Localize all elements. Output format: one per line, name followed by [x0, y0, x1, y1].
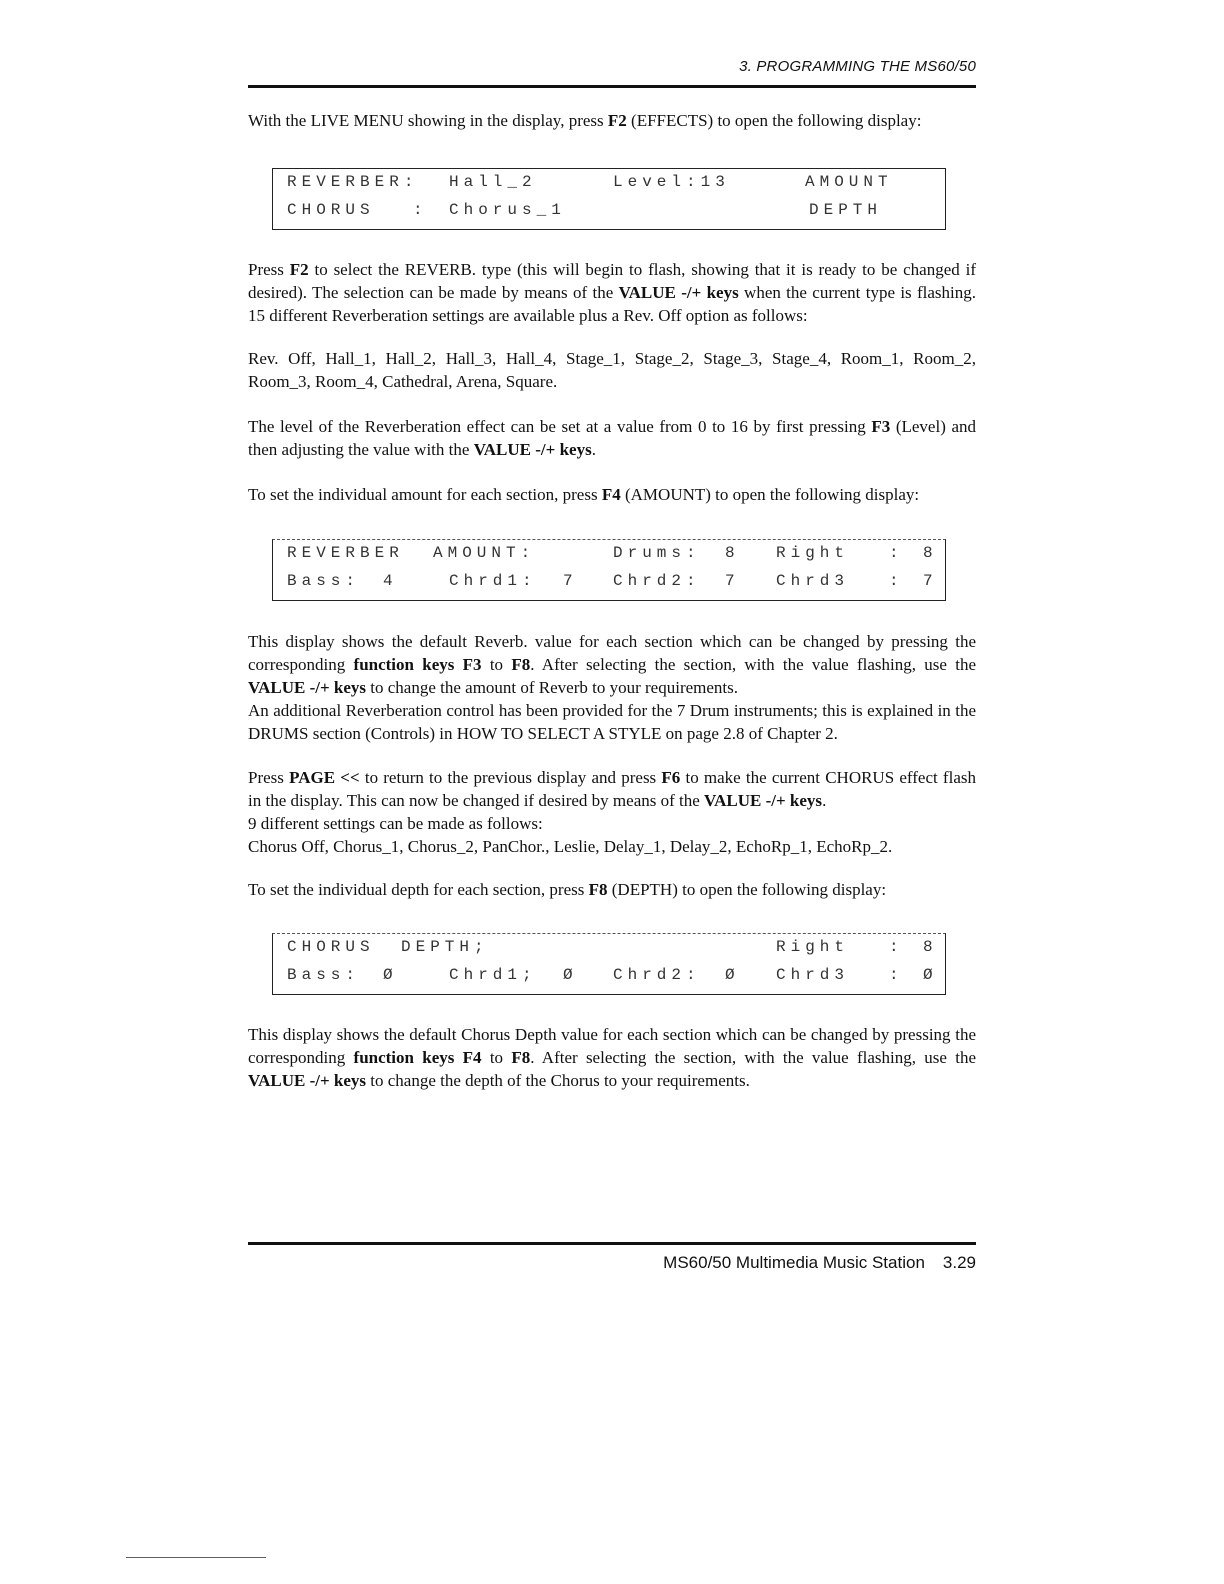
lcd-depth-softkey: DEPTH	[809, 201, 883, 219]
lcd-chrd1-label: Chrd1:	[449, 572, 537, 590]
footnote-rule	[126, 1557, 266, 1558]
lcd-chrd2-value: 7	[725, 572, 740, 590]
lcd-depth-label: DEPTH;	[401, 938, 489, 956]
lcd-chrd3-value: 7	[923, 572, 938, 590]
additional-reverb-paragraph: An additional Reverberation control has been provided for the 7 Drum instruments; this is explained in the DRUMS section (Controls) in HOW TO SELECT A STYLE on page 2.8 of Chapter 2.	[248, 701, 976, 743]
footer-rule	[248, 1242, 976, 1245]
lcd-drums-value: 8	[725, 544, 740, 562]
lcd-drums-label: Drums:	[613, 544, 701, 562]
lcd-amount-label: AMOUNT:	[433, 544, 536, 562]
page-number: 3.29	[942, 1253, 976, 1272]
lcd-chrd2-label: Chrd2:	[613, 966, 701, 984]
lcd-bass-label: Bass:	[287, 966, 361, 984]
lcd-colon: :	[889, 572, 904, 590]
lcd-colon: :	[889, 966, 904, 984]
chorus-paragraph	[248, 766, 976, 858]
lcd-chrd2-value: Ø	[725, 966, 740, 984]
header-rule	[248, 85, 976, 88]
footer-title: MS60/50 Multimedia Music Station	[663, 1253, 925, 1272]
chorus-flash-text: Press PAGE << to return to the previous display and press F6 to make the current CHORUS effect flash in the display. This can now be changed if desired by means of the VALUE -/+ keys.	[248, 768, 976, 810]
lcd-chrd1-label: Chrd1;	[449, 966, 537, 984]
lcd-colon: :	[413, 201, 428, 219]
default-reverb-paragraph: This display shows the default Reverb. value for each section which can be changed by pressing the corresponding function keys F3 to F8. After selecting the section, with the value flashing, use the VALUE -/+ keys to change the amount of Reverb to your requirements.	[248, 632, 976, 697]
lcd-colon: :	[889, 544, 904, 562]
lcd-amount-softkey: AMOUNT	[805, 173, 893, 191]
effects-display	[272, 168, 946, 230]
intro-paragraph: With the LIVE MENU showing in the display, press F2 (EFFECTS) to open the following display:	[248, 111, 922, 130]
lcd-reverb-type: Hall_2	[449, 173, 537, 191]
reverb-amount-display	[272, 539, 946, 601]
lcd-chrd2-label: Chrd2:	[613, 572, 701, 590]
lcd-right-value: 8	[923, 544, 938, 562]
lcd-level: Level:13	[613, 173, 730, 191]
reverb-level-paragraph: The level of the Reverberation effect can be set at a value from 0 to 16 by first pressing F3 (Level) and then adjusting the value with the VALUE -/+ keys.	[248, 417, 976, 459]
chorus-list-line: Chorus Off, Chorus_1, Chorus_2, PanChor., Leslie, Delay_1, Delay_2, EchoRp_1, EchoRp_2.	[248, 837, 893, 856]
lcd-right-value: 8	[923, 938, 938, 956]
lcd-chrd1-value: Ø	[563, 966, 578, 984]
lcd-chorus-label: CHORUS	[287, 201, 375, 219]
lcd-chrd1-value: 7	[563, 572, 578, 590]
lcd-chrd3-value: Ø	[923, 966, 938, 984]
lcd-right-label: Right	[776, 938, 850, 956]
chorus-count-line: 9 different settings can be made as follows:	[248, 814, 543, 833]
reverb-select-paragraph: Press F2 to select the REVERB. type (this will begin to flash, showing that it is ready to be changed if desired). The selection can be made by means of the VALUE -/+ keys when the current type is flashing. 15 different Reverberation settings are available plus a Rev. Off option as follows:	[248, 260, 976, 325]
lcd-reverber-label: REVERBER	[287, 544, 404, 562]
default-chorus-paragraph: This display shows the default Chorus Depth value for each section which can be changed by pressing the corresponding function keys F4 to F8. After selecting the section, with the value flashing, use the VALUE -/+ keys to change the depth of the Chorus to your requirements.	[248, 1025, 976, 1090]
reverb-amount-paragraph: To set the individual amount for each section, press F4 (AMOUNT) to open the following display:	[248, 485, 920, 504]
lcd-chrd3-label: Chrd3	[776, 966, 850, 984]
lcd-bass-value: Ø	[383, 966, 398, 984]
chorus-depth-paragraph: To set the individual depth for each section, press F8 (DEPTH) to open the following display:	[248, 880, 887, 899]
chorus-depth-display	[272, 933, 946, 995]
reverb-list-paragraph: Rev. Off, Hall_1, Hall_2, Hall_3, Hall_4, Stage_1, Stage_2, Stage_3, Stage_4, Room_1, Room_2, Room_3, Room_4, Cathedral, Arena, Square.	[248, 349, 976, 391]
lcd-chorus-label: CHORUS	[287, 938, 375, 956]
running-header: 3. PROGRAMMING THE MS60/50	[739, 58, 976, 75]
page-footer	[248, 1253, 976, 1273]
lcd-chrd3-label: Chrd3	[776, 572, 850, 590]
lcd-colon: :	[889, 938, 904, 956]
lcd-reverber-label: REVERBER:	[287, 173, 419, 191]
lcd-right-label: Right	[776, 544, 850, 562]
lcd-chorus-type: Chorus_1	[449, 201, 566, 219]
lcd-bass-label: Bass:	[287, 572, 361, 590]
lcd-bass-value: 4	[383, 572, 398, 590]
